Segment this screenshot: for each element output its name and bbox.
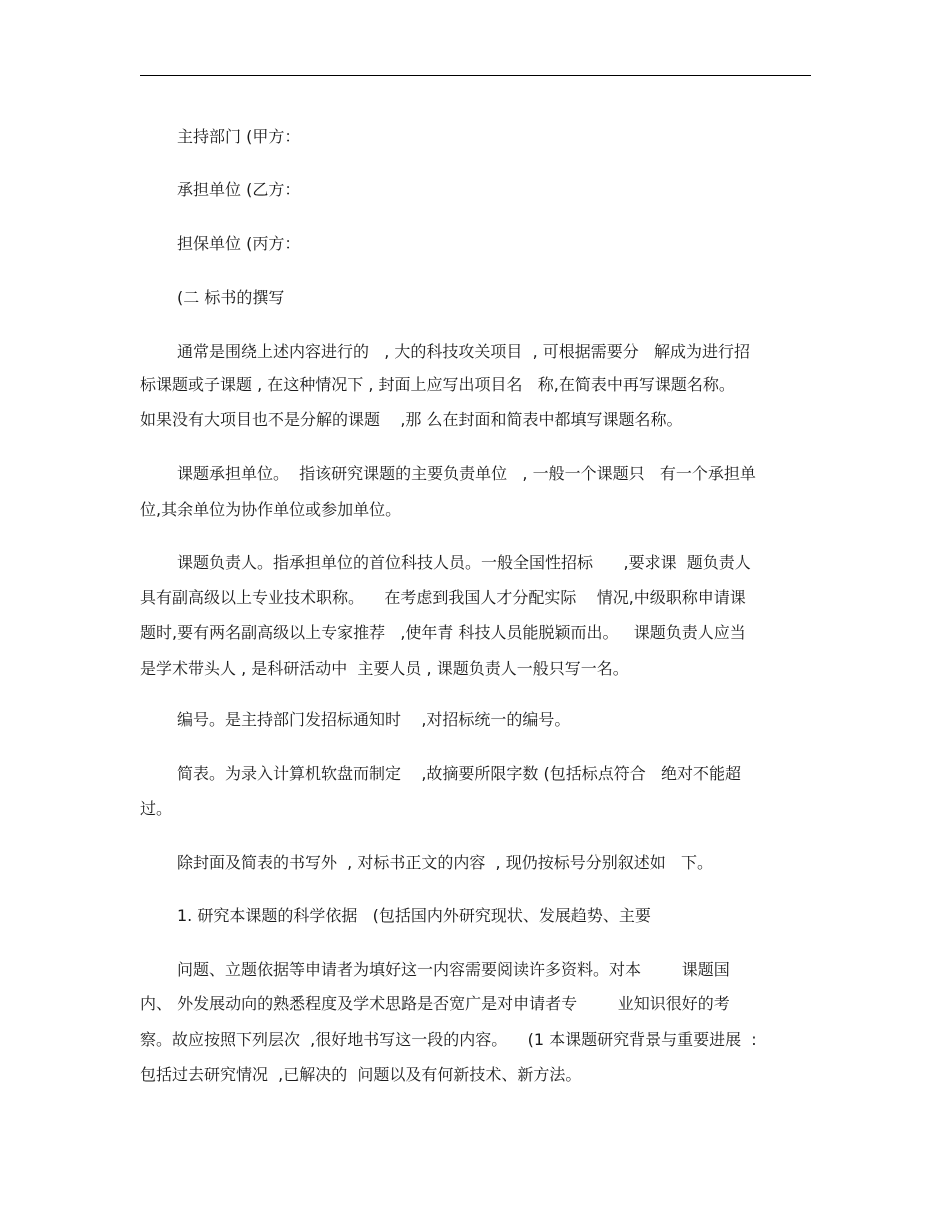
text-line: 内、 外发展动向的熟悉程度及学术思路是否宽广是对申请者专 业知识很好的考 bbox=[140, 994, 730, 1013]
text-line: 过。 bbox=[140, 799, 173, 818]
text-line: 问题、立题依据等申请者为填好这一内容需要阅读许多资料。对本 课题国 bbox=[177, 960, 730, 979]
section-heading: (二 标书的撰写 bbox=[177, 288, 285, 307]
text-line: 编号。是主持部门发招标通知时 ,对招标统一的编号。 bbox=[177, 710, 571, 729]
text-line: 位,其余单位为协作单位或参加单位。 bbox=[140, 500, 402, 519]
text-line: 主持部门 (甲方： bbox=[177, 127, 301, 146]
text-line: 包括过去研究情况 ,已解决的 问题以及有何新技术、新方法。 bbox=[140, 1065, 582, 1084]
text-line: 察。故应按照下列层次 ,很好地书写这一段的内容。 (1 本课题研究背景与重要进展 : bbox=[140, 1030, 757, 1049]
text-line: 除封面及简表的书写外 , 对标书正文的内容 , 现仍按标号分别叙述如 下。 bbox=[177, 853, 713, 872]
text-line: 如果没有大项目也不是分解的课题 ,那 么在封面和简表中都填写课题名称。 bbox=[140, 410, 683, 429]
text-line: 标课题或子课题 , 在这种情况下 , 封面上应写出项目名 称,在简表中再写课题名称。 bbox=[140, 375, 735, 394]
text-line: 1. 研究本课题的科学依据 (包括国内外研究现状、发展趋势、主要 bbox=[177, 906, 651, 925]
text-line: 课题承担单位。 指该研究课题的主要负责单位 , 一般一个课题只 有一个承担单 bbox=[177, 464, 756, 483]
text-line: 通常是围绕上述内容进行的 , 大的科技攻关项目 , 可根据需要分 解成为进行招 bbox=[177, 342, 751, 361]
text-line: 具有副高级以上专业技术职称。 在考虑到我国人才分配实际 情况,中级职称申请课 bbox=[140, 588, 746, 607]
text-line: 承担单位 (乙方： bbox=[177, 180, 301, 199]
text-line: 题时,要有两名副高级以上专家推荐 ,使年青 科技人员能脱颖而出。 课题负责人应当 bbox=[140, 623, 746, 642]
text-line: 担保单位 (丙方： bbox=[177, 234, 301, 253]
header-rule bbox=[140, 75, 811, 76]
text-line: 课题负责人。指承担单位的首位科技人员。一般全国性招标 ,要求课 题负责人 bbox=[177, 553, 751, 572]
text-line: 简表。为录入计算机软盘而制定 ,故摘要所限字数 (包括标点符合 绝对不能超 bbox=[177, 764, 742, 783]
text-line: 是学术带头人 , 是科研活动中 主要人员 , 课题负责人一般只写一名。 bbox=[140, 659, 629, 678]
